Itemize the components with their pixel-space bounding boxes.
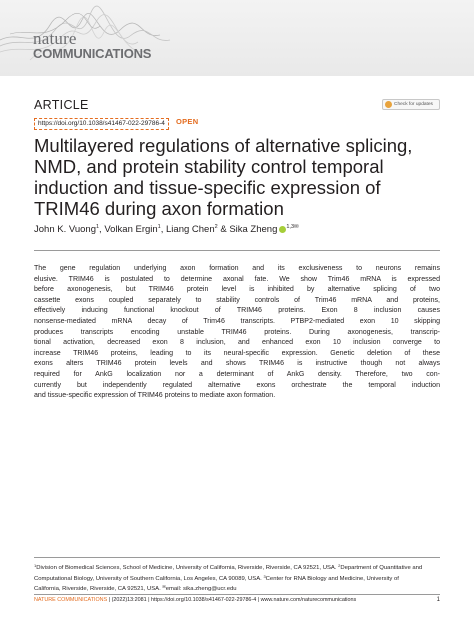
abstract-line: and tissue-specific expression of TRIM46 proteins to mediate axon formation. [34, 392, 276, 400]
journal-logo-communications: COMMUNICATIONS [33, 46, 152, 61]
divider-footer [34, 594, 440, 595]
author-separator: & [217, 224, 230, 235]
doi-link[interactable]: https://doi.org/10.1038/s41467-022-29786-4 [34, 118, 169, 130]
abstract-line: effectively inducing functional knockout of TRIM46 proteins. Exon 8 inclusion causes [34, 307, 440, 315]
author-separator: , [160, 224, 167, 235]
open-access-label: OPEN [176, 117, 199, 126]
check-updates-label: Check for updates [394, 102, 433, 107]
author-affiliation-mark: 1,3✉ [286, 224, 299, 230]
email-icon: ✉ [162, 584, 166, 590]
journal-banner [0, 0, 474, 76]
affiliation-line: California, Riverside, Riverside, CA 92521, USA. ✉email: sika.zheng@ucr.edu [34, 584, 237, 593]
author-affiliation-mark: 1 [95, 224, 100, 230]
affiliations [34, 562, 440, 594]
abstract [34, 264, 440, 402]
abstract-line: The gene regulation underlying axon formation and its exclusiveness to neurons remains [34, 265, 440, 272]
article-title: Multilayered regulations of alternative splicing, NMD, and protein stability control temporal induction and tissue-specific expression of TRIM46 during axon formation [34, 135, 413, 219]
author-list [34, 224, 444, 235]
divider-affiliations [34, 557, 440, 558]
author-separator: , [99, 224, 105, 235]
author-affiliation-mark: 2 [214, 224, 218, 230]
abstract-line: required for AnkG localization nor a determinant of AnkG density. Therefore, two con- [34, 370, 440, 378]
abstract-line: currently but independently regulated alternative exons orchestrate the temporal induction [34, 381, 440, 389]
affiliation-line: $^1$Division of Biomedical Sciences, School of Medicine, University of California, Riverside, Riverside, CA 92521, USA. $^2$Department of Quantitative and [34, 563, 423, 571]
footer-journal-name: NATURE COMMUNICATIONS [34, 597, 108, 603]
abstract-line: increase TRIM46 proteins, leading to its neural-specific expression. Genetic deletion of these [34, 349, 440, 357]
footer-citation[interactable]: | (2022)13:2081 | https://doi.org/10.1038/s41467-022-29786-4 | www.nature.com/naturecommunications [107, 597, 357, 603]
update-badge-icon [385, 101, 392, 108]
abstract-line: cassette exons coupled separately to stability controls of Trim46 mRNA and proteins, [34, 296, 440, 304]
divider-top [34, 250, 440, 251]
author-affiliation-mark: 1 [157, 224, 161, 230]
abstract-line: exons alters TRIM46 protein levels and shows TRIM46 is instructive though not always [34, 360, 440, 368]
abstract-line: nonsense-mediated mRNA decay of Trim46 transcripts. PTBP2-mediated exon 10 skipping [34, 317, 440, 325]
doi-row [34, 118, 169, 129]
article-type-label: ARTICLE [34, 98, 89, 112]
author-name[interactable]: Volkan Ergin [104, 224, 158, 235]
corresponding-email[interactable]: email: sika.zheng@ucr.edu [165, 586, 237, 593]
journal-logo-nature: nature [33, 29, 77, 48]
affiliation-line: Computational Biology, University of Southern California, Los Angeles, CA 90089, USA. $^3$Center for RNA Biology and Medicine, University of [34, 573, 399, 582]
page-number: 1 [436, 597, 440, 603]
author-name[interactable]: Liang Chen [166, 224, 215, 235]
author-name[interactable]: Sika Zheng [229, 224, 278, 235]
check-for-updates-button[interactable] [382, 99, 440, 110]
page-footer [34, 597, 440, 606]
author-name[interactable]: John K. Vuong [34, 224, 96, 235]
abstract-line: before axonogenesis, but TRIM46 protein level is inhibited by alternative splicing of two [34, 286, 440, 294]
abstract-line: tional activation, decreased exon 8 inclusion, and enhanced exon 10 inclusion converge to [34, 339, 440, 347]
abstract-line: elusive. TRIM46 is postulated to determine axonal fate. We show Trim46 mRNA is expressed [34, 275, 440, 283]
abstract-line: produces transcripts encoding unstable TRIM46 proteins. During axonogenesis, transcrip- [34, 328, 440, 336]
